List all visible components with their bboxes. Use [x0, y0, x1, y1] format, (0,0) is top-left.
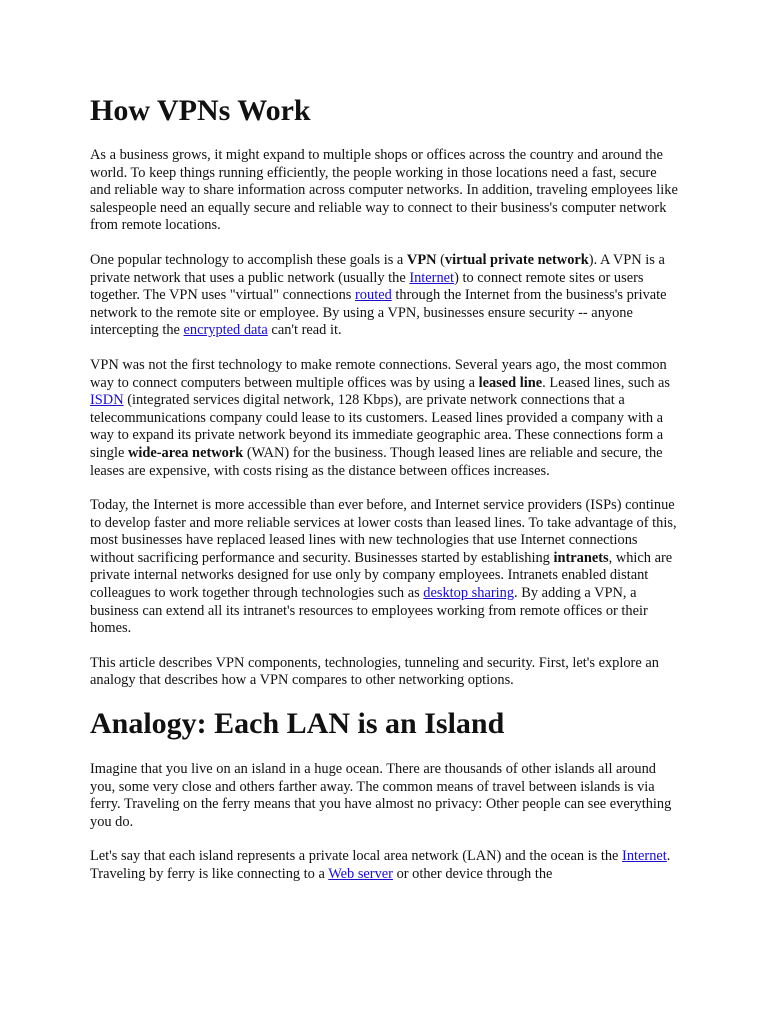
bold-term: VPN	[406, 251, 437, 268]
text-run: (integrated services digital network, 128 Kbps), are private network connections that a telecommunications company could lease to its customers. Leased lines provided a company with a way to expand its private network beyond its immediate geographic area. These connections form a single	[90, 392, 664, 461]
text-run: ) to connect remote sites or users together. The VPN uses "virtual" connections	[90, 269, 644, 304]
link-isdn[interactable]: ISDN	[90, 392, 124, 409]
text-run: One popular technology to accomplish these goals is a	[90, 251, 407, 268]
heading-how-vpns-work: How VPNs Work	[90, 94, 311, 127]
text-run: can't read it.	[267, 322, 342, 339]
paragraph-article-overview	[90, 655, 680, 690]
text-run: , which are private internal networks designed for use only by company employees. Intranets enabled distant colleagues to work together through technologies such as	[90, 549, 673, 602]
text-run: ). A VPN is a private network that uses a public network (usually the	[90, 251, 665, 286]
link-web-server[interactable]: Web server	[328, 866, 393, 882]
text-run: Imagine that you live on an island in a huge ocean. There are thousands of other islands all around you, some very close and others farther away. The common means of travel between islands is via ferry. Traveling on the ferry means that you have almost no privacy: Other people can see everything you do.	[90, 761, 672, 830]
text-run: . Leased lines, such as	[542, 374, 671, 391]
link-internet[interactable]: Internet	[622, 848, 667, 865]
text-run: VPN was not the first technology to make remote connections. Several years ago, the most common way to connect computers between multiple offices was by using a	[90, 356, 667, 391]
text-run: (WAN) for the business. Though leased lines are reliable and secure, the leases are expensive, with costs rising as the distance between offices increases.	[90, 444, 663, 479]
paragraph-lan-island	[90, 848, 680, 883]
text-run: . Traveling by ferry is like connecting to a	[90, 848, 671, 882]
text-run: Today, the Internet is more accessible than ever before, and Internet service providers (ISPs) continue to develop faster and more reliable services at lower costs than leased lines. To take advantage of this, most businesses have replaced leased lines with new technologies that use Internet connections without sacrificing performance and security. Businesses started by establishing	[90, 497, 677, 566]
heading-analogy: Analogy: Each LAN is an Island	[90, 707, 505, 741]
paragraph-island-analogy	[90, 761, 680, 831]
paragraph-leased-lines	[90, 357, 680, 480]
link-desktop-sharing[interactable]: desktop sharing	[423, 585, 515, 602]
link-routed[interactable]: routed	[355, 287, 392, 304]
text-run: As a business grows, it might expand to multiple shops or offices across the country and around the world. To keep things running efficiently, the people working in those locations need a fast, secure and reliable way to share information across computer networks. In addition, traveling employees like salespeople need an equally secure and reliable way to connect to their business's computer network from remote locations.	[90, 147, 678, 234]
text-run: through the Internet from the business's private network to the remote site or employee. By using a VPN, businesses ensure security -- anyone intercepting the	[90, 287, 667, 339]
paragraph-vpn-definition	[90, 252, 680, 340]
paragraph-intro	[90, 147, 680, 235]
text-run: (	[436, 251, 445, 268]
link-internet[interactable]: Internet	[409, 269, 455, 286]
bold-term: virtual private network	[444, 251, 589, 268]
text-run: This article describes VPN components, technologies, tunneling and security. First, let's explore an analogy that describes how a VPN compares to other networking options.	[90, 654, 659, 689]
bold-term: leased line	[478, 374, 543, 391]
paragraph-internet-intranets	[90, 497, 680, 638]
text-run: or other device through the	[392, 866, 553, 882]
bold-term: intranets	[553, 549, 609, 566]
bold-term: wide-area network	[127, 444, 244, 461]
text-run: . By adding a VPN, a business can extend all its intranet's resources to employees working from remote offices or their homes.	[90, 585, 648, 637]
link-encrypted-data[interactable]: encrypted data	[183, 322, 268, 339]
text-run: Let's say that each island represents a private local area network (LAN) and the ocean is the	[90, 848, 623, 865]
